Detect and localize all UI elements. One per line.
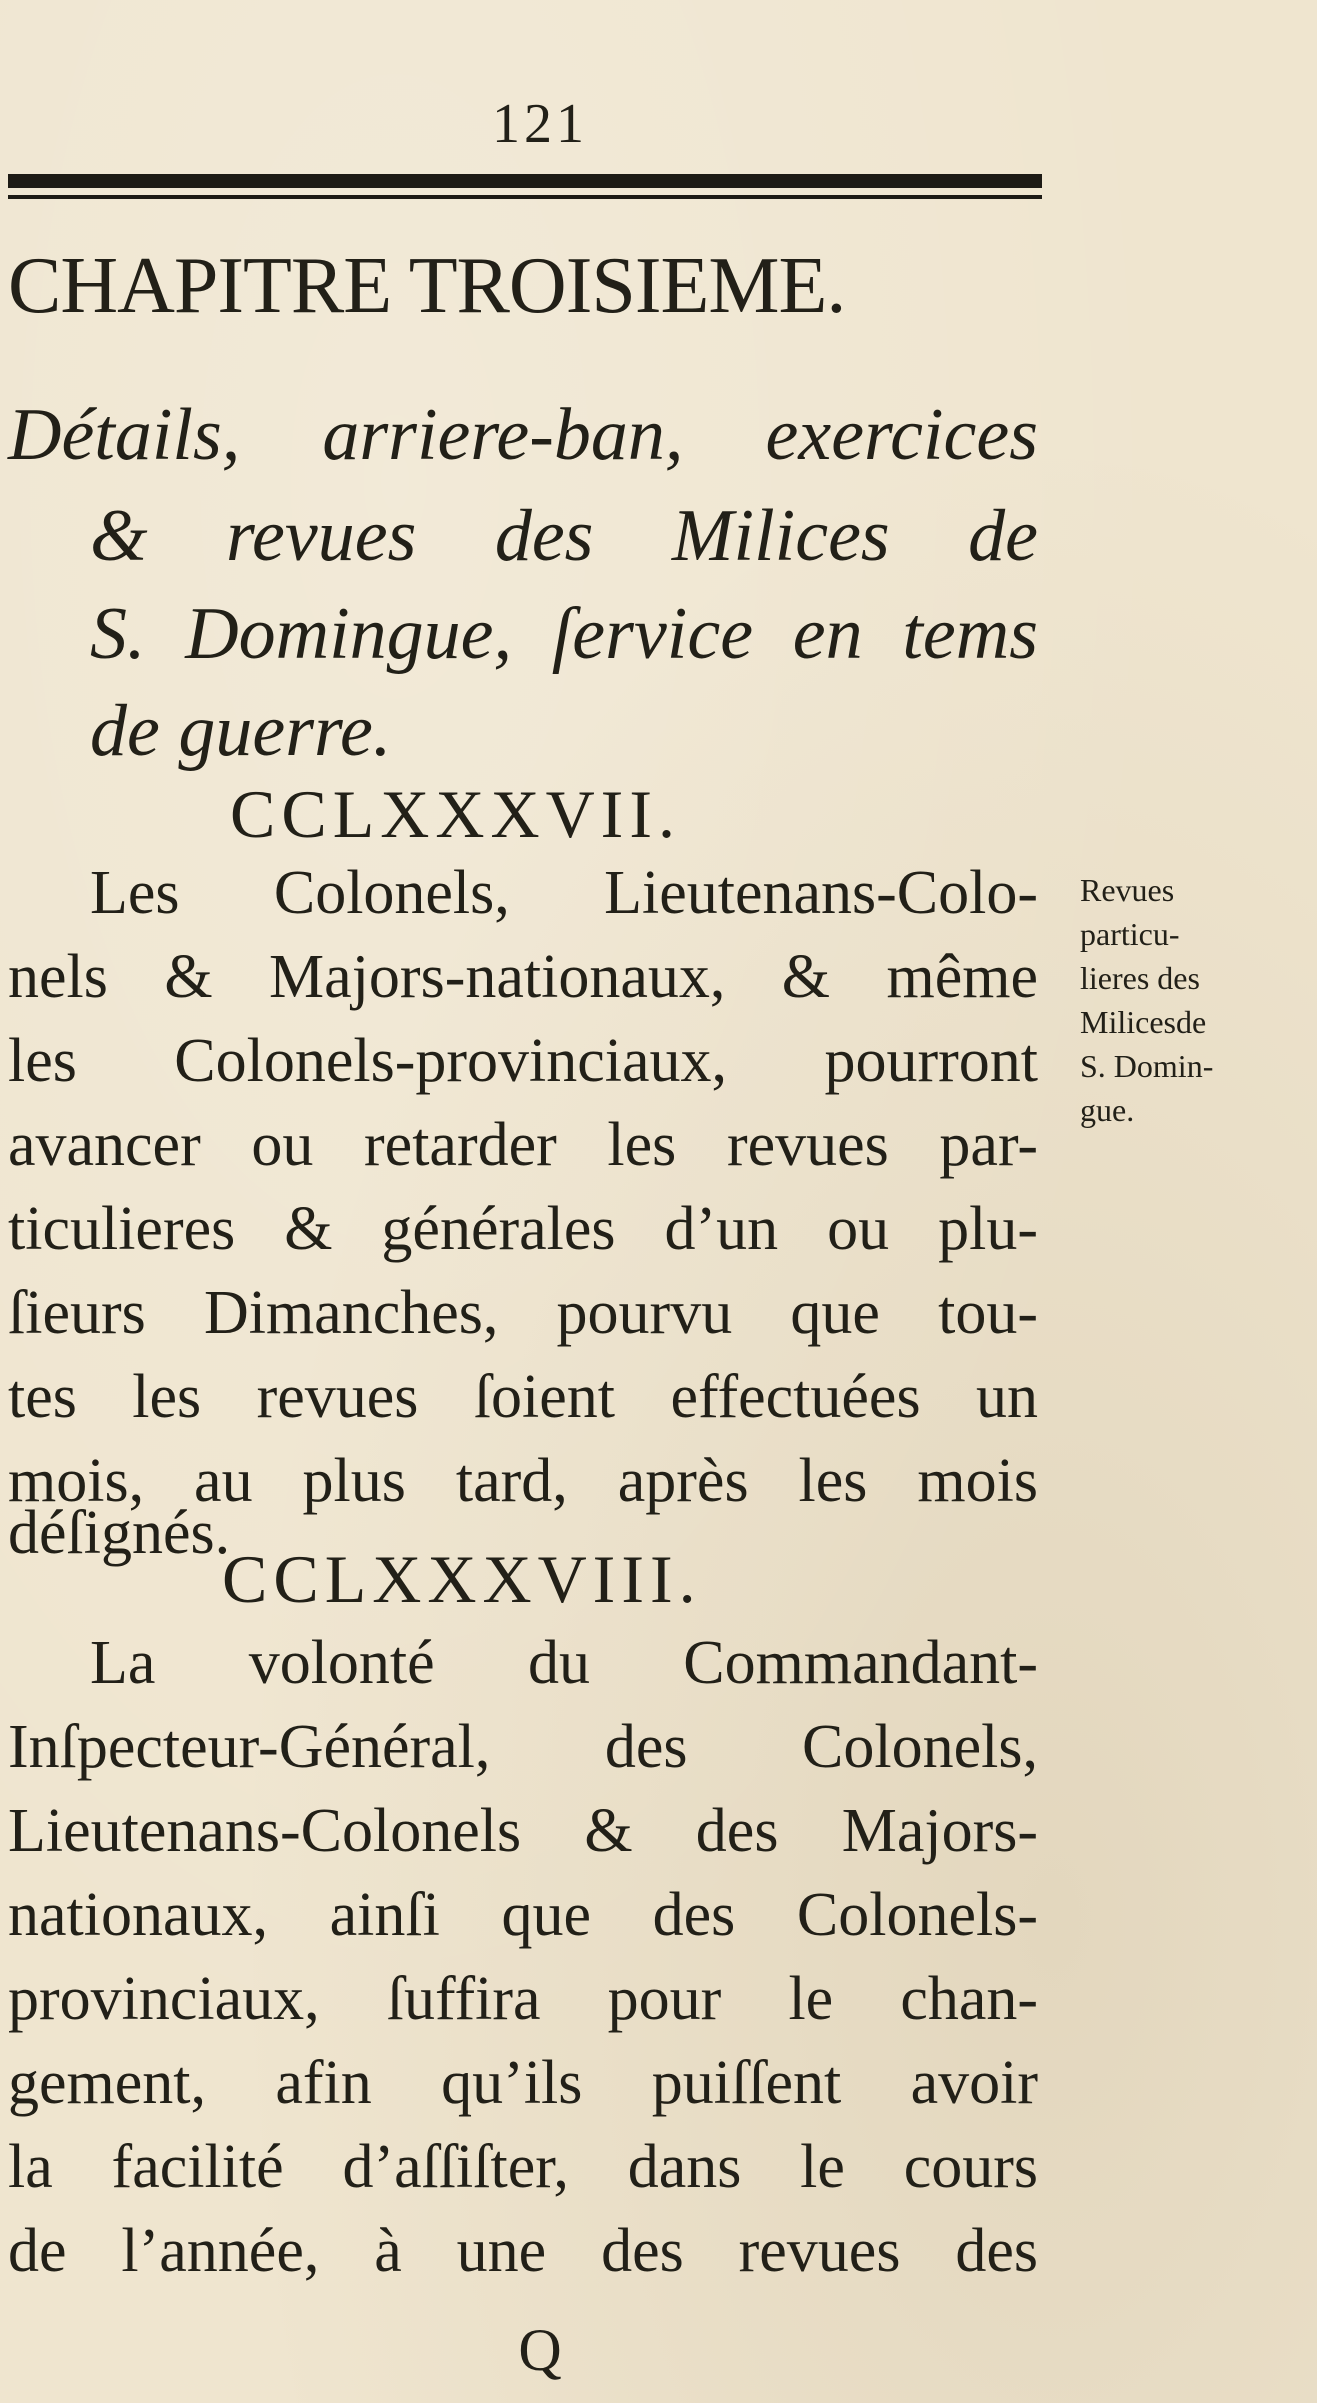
paragraph-287-line-6: ſieurs Dimanches, pourvu que tou-: [8, 1279, 1038, 1347]
margin-note-line-5: S. Domin-: [1080, 1048, 1214, 1084]
page-number: 121: [492, 93, 588, 155]
paragraph-288-line-1: La volonté du Commandant-: [90, 1629, 1038, 1697]
paragraph-287-line-4: avancer ou retarder les revues par-: [8, 1111, 1038, 1179]
paragraph-287-line-9: déſignés.: [8, 1499, 231, 1567]
paragraph-287-line-8: mois, au plus tard, après les mois: [8, 1447, 1038, 1515]
paragraph-287-line-1: Les Colonels, Lieutenans-Colo-: [90, 859, 1038, 927]
margin-note-line-4: Milicesde: [1080, 1004, 1207, 1040]
signature-mark: Q: [518, 2317, 562, 2383]
paragraph-287-line-2: nels & Majors-nationaux, & même: [8, 943, 1038, 1011]
margin-note-line-6: gue.: [1080, 1092, 1135, 1128]
header-rule-thick: [8, 174, 1042, 188]
paragraph-288-line-6: gement, afin qu’ils puiſſent avoir: [8, 2049, 1038, 2117]
paragraph-287-line-3: les Colonels-provinciaux, pourront: [8, 1027, 1038, 1095]
subtitle-line-1: Détails, arriere-ban, exercices: [8, 394, 1038, 476]
header-rule-thin: [8, 195, 1042, 199]
paragraph-288-line-7: la facilité d’aſſiſter, dans le cours: [8, 2133, 1038, 2201]
subtitle-line-3: S. Domingue, ſervice en tems: [90, 593, 1038, 675]
chapter-title: CHAPITRE TROISIEME.: [8, 242, 846, 330]
section-heading-287: CCLXXXVII.: [230, 776, 681, 852]
subtitle-line-2: & revues des Milices de: [90, 495, 1038, 577]
subtitle-line-4: de guerre.: [90, 690, 392, 772]
margin-note-line-2: particu-: [1080, 916, 1180, 952]
paragraph-288-line-5: provinciaux, ſuffira pour le chan-: [8, 1965, 1038, 2033]
paragraph-288-line-4: nationaux, ainſi que des Colonels-: [8, 1881, 1038, 1949]
section-heading-288: CCLXXXVIII.: [222, 1541, 702, 1617]
paragraph-288-line-8: de l’année, à une des revues des: [8, 2217, 1038, 2285]
margin-note-line-1: Revues: [1080, 872, 1175, 908]
paragraph-288-line-3: Lieutenans-Colonels & des Majors-: [8, 1797, 1038, 1865]
paragraph-287-line-7: tes les revues ſoient effectuées un: [8, 1363, 1038, 1431]
margin-note: [1080, 868, 1310, 1132]
paragraph-288-line-2: Inſpecteur-Général, des Colonels,: [8, 1713, 1038, 1781]
margin-note-line-3: lieres des: [1080, 960, 1200, 996]
paragraph-287-line-5: ticulieres & générales d’un ou plu-: [8, 1195, 1038, 1263]
